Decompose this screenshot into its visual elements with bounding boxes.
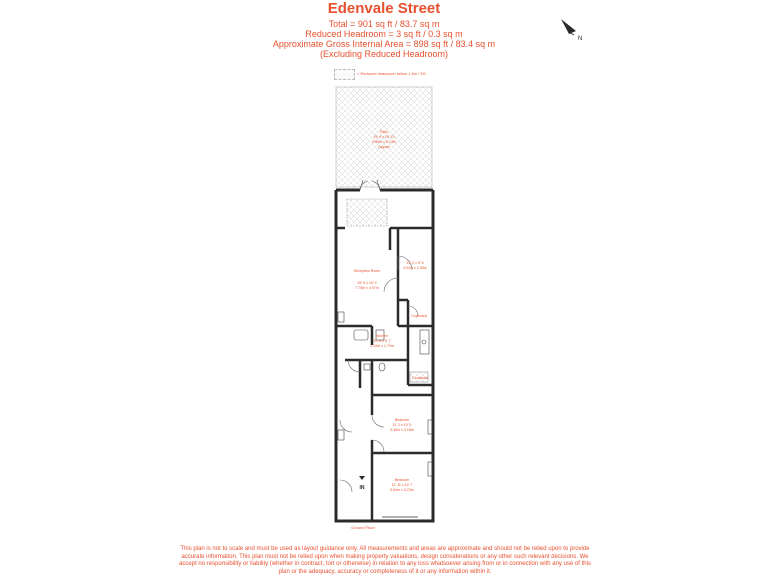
entrance-label: IN [359,485,365,491]
bedroom1-metric: 3.40m x 3.18m [390,428,414,432]
bedroom1-imperial: 11' 2 x 10' 5 [392,423,412,427]
reception-label: Reception Room [353,269,381,273]
patio-label: Patio [379,130,389,134]
entrance-marker [359,476,365,491]
reduced-headroom-zone [347,199,387,226]
courtyard-label: Courtyard [412,376,428,380]
patio-note: Approx [378,145,390,149]
bedroom2-imperial: 11' 11 x 10' 7 [391,483,413,487]
bedroom2-label: Bedroom [394,478,410,482]
door-swings [340,256,418,492]
compass-label: N [578,36,583,42]
bedroom2-metric: 3.64m x 3.23m [390,488,414,492]
legend-text: = Reduced headroom below 1.5m / 5'0 [357,71,426,76]
reception-imperial: 25' 5 x 16' 4 [357,281,377,285]
outer-walls [336,190,433,521]
kitchen-metric: 3.12m x 1.70m [370,344,394,348]
room2-metric: 4.02m x 1.65m [403,266,427,270]
cupboard-label: Cupboard [411,314,427,318]
patio-imperial: 19' 4 x 16' 10 [373,135,395,139]
bedroom1-label: Bedroom [394,418,410,422]
reduced-headroom-area: Reduced Headroom = 3 sq ft / 0.3 sq m [305,29,463,39]
total-area: Total = 901 sq ft / 83.7 sq m [328,19,440,29]
patio-metric: 5.89m x 5.13m [372,140,396,144]
room2-imperial: 13' 2 x 5' 5 [406,261,424,265]
north-arrow-icon [561,19,582,42]
floor-label: Ground Floor [351,525,375,530]
plan-title: Edenvale Street [327,0,441,17]
gross-internal-area: Approximate Gross Internal Area = 898 sq ft / 83.4 sq m [272,39,496,49]
disclaimer-text: This plan is not to scale and must be used as layout guidance only. All measurements and areas are approximate and should not be relied upon to provide accurate information. This plan must not be relied upon when making property valuations, design considerations or any other such relevant decisions. We accept no responsibility or liability (whether in contract, tort or otherwise) in relation to any loss whatsoever arising from or in connection with any use of this plan or the adequacy, accuracy or completeness of it or any information within it. [179,546,591,575]
kitchen-imperial: 10' 8 x 5' 7 [373,339,391,343]
reception-metric: 7.75m x 4.97m [355,286,379,290]
excluding-note: (Excluding Reduced Headroom) [319,49,449,59]
kitchen-label: Kitchen [376,334,388,338]
